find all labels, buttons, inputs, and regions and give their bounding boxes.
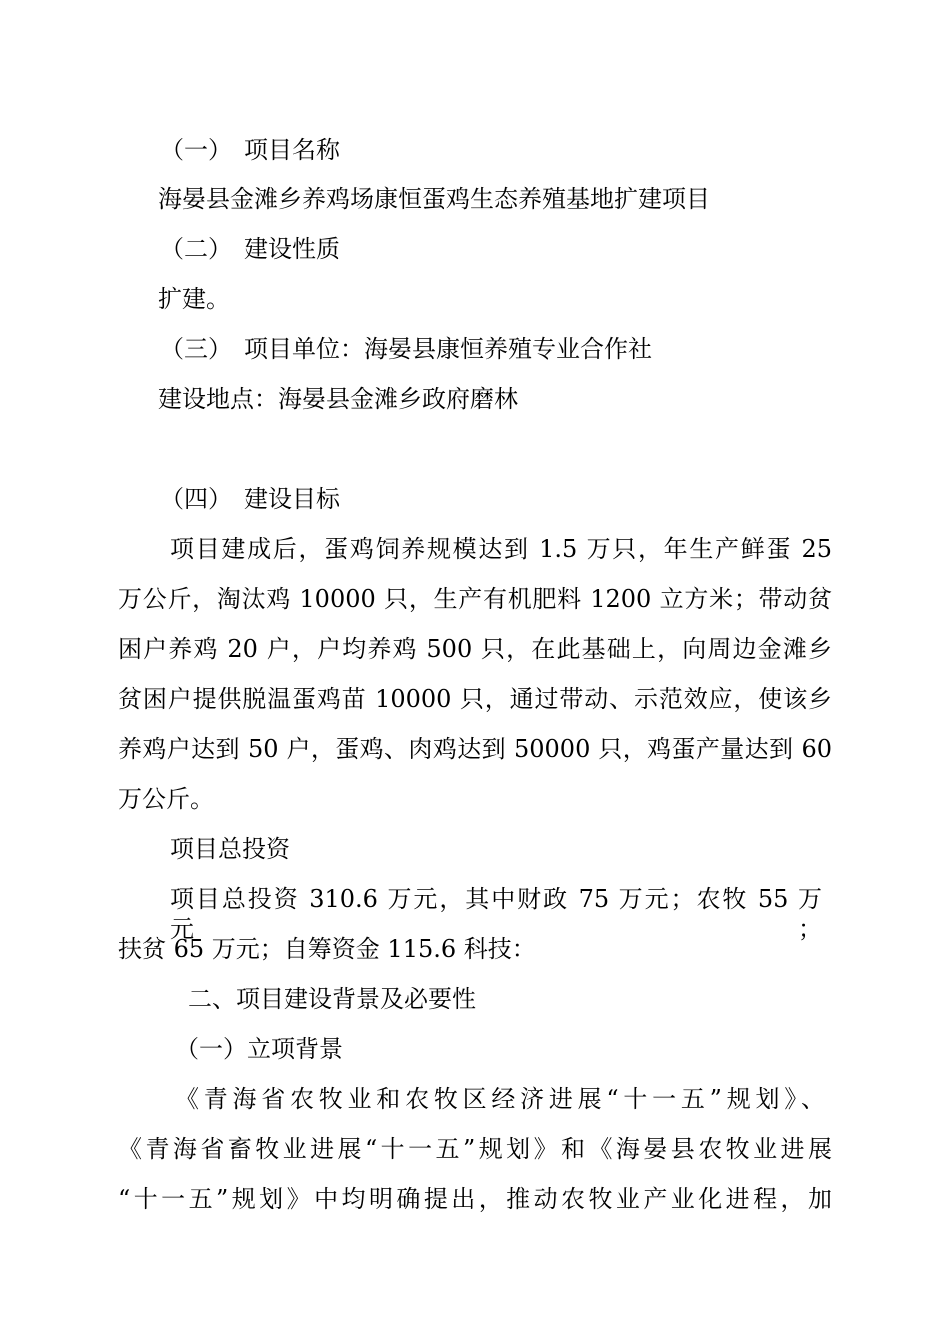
investment-heading: 项目总投资 <box>170 835 290 863</box>
part-2-subheading: （一）立项背景 <box>175 1035 343 1063</box>
section-2-heading: （二） 建设性质 <box>160 235 340 263</box>
section-1-heading: （一） 项目名称 <box>160 136 340 164</box>
section-1-body: 海晏县金滩乡养鸡场康恒蛋鸡生态养殖基地扩建项目 <box>158 185 710 213</box>
goal-paragraph-line: 贫困户提供脱温蛋鸡苗 10000 只，通过带动、示范效应，使该乡 <box>118 685 832 713</box>
background-paragraph-line: 《青海省农牧业和农牧区经济进展“十一五”规划》、 <box>175 1085 825 1113</box>
background-paragraph-line: “十一五”规划》中均明确提出，推动农牧业产业化进程，加 <box>118 1185 832 1213</box>
goal-paragraph-line: 项目建成后，蛋鸡饲养规模达到 1.5 万只，年生产鲜蛋 25 <box>170 535 832 563</box>
part-2-heading: 二、项目建设背景及必要性 <box>188 985 476 1013</box>
goal-paragraph-line: 万公斤。 <box>118 785 214 813</box>
section-2-body: 扩建。 <box>158 285 230 313</box>
section-3-location: 建设地点：海晏县金滩乡政府磨林 <box>158 385 518 413</box>
background-paragraph-line: 《青海省畜牧业进展“十一五”规划》和《海晏县农牧业进展 <box>118 1135 832 1163</box>
investment-line: 扶贫 65 万元；自筹资金 115.6 科技： <box>118 935 536 963</box>
section-4-heading: （四） 建设目标 <box>160 485 340 513</box>
section-3-heading: （三） 项目单位：海晏县康恒养殖专业合作社 <box>160 335 652 363</box>
goal-paragraph-line: 困户养鸡 20 户，户均养鸡 500 只，在此基础上，向周边金滩乡 <box>118 635 832 663</box>
investment-line: 项目总投资 310.6 万元，其中财政 75 万元；农牧 55 万元； <box>170 885 822 943</box>
goal-paragraph-line: 养鸡户达到 50 户，蛋鸡、肉鸡达到 50000 只，鸡蛋产量达到 60 <box>118 735 832 763</box>
goal-paragraph-line: 万公斤，淘汰鸡 10000 只，生产有机肥料 1200 立方米；带动贫 <box>118 585 832 613</box>
